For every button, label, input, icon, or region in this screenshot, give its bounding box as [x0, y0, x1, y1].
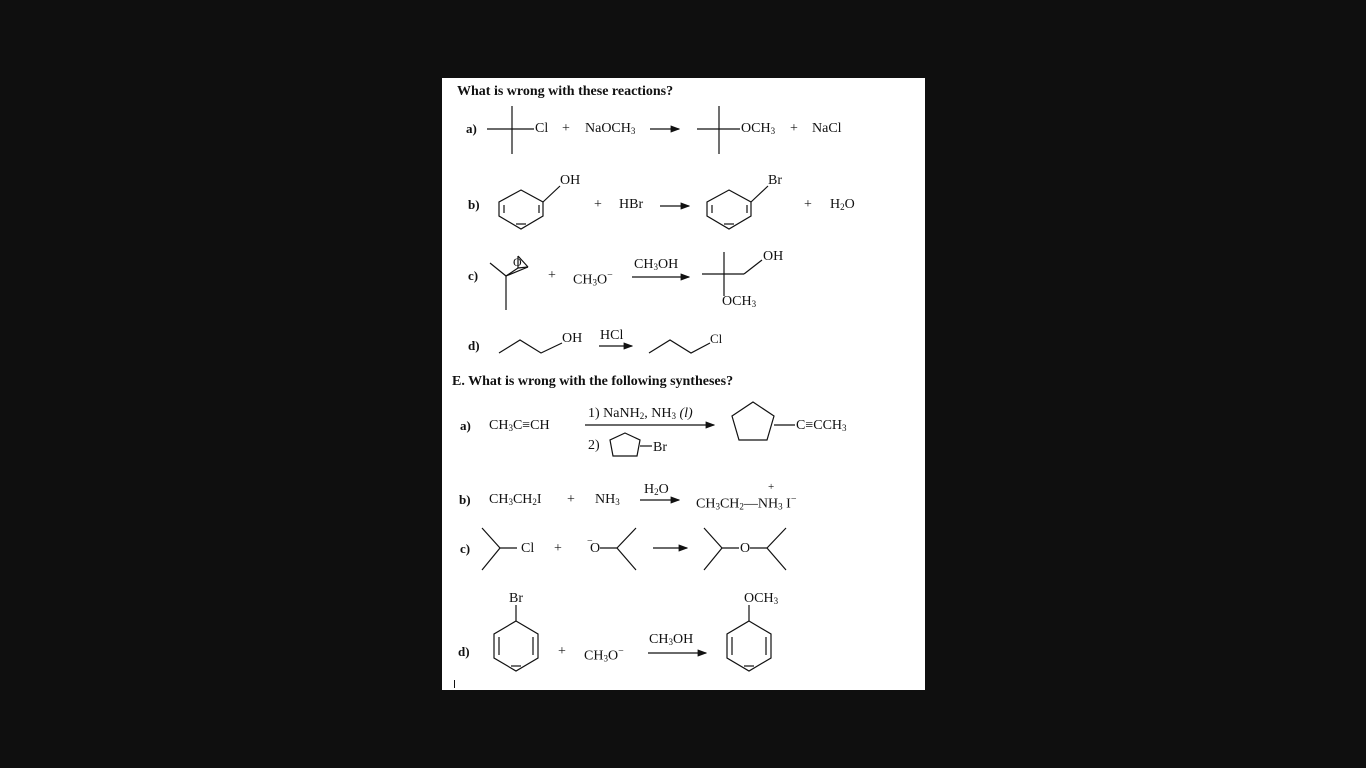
bromine-text: Br [653, 440, 667, 455]
label-e-a: a) [460, 418, 471, 433]
bromine-text: Br [509, 591, 523, 606]
product-ether-text: $OCH_3$ [741, 121, 776, 136]
question-heading: What is wrong with these reactions? [457, 84, 674, 99]
negative-charge: − [587, 536, 593, 547]
ammonium-product-text: $CH_3CH_2—NH_3$ I− [696, 494, 797, 512]
document-page [442, 78, 925, 690]
section-e-heading: E. What is wrong with the following syntheses? [452, 374, 734, 389]
bromine-text: Br [768, 173, 782, 188]
plus-sign: + [548, 268, 556, 283]
tert-butyl-methyl-ether-structure [697, 106, 740, 154]
methoxy-text: $OCH_3$ [744, 591, 779, 606]
label-e-d: d) [458, 644, 470, 659]
reagent-text: NaOCH$_3$ [585, 121, 636, 136]
methoxy-text: $OCH_3$ [722, 294, 757, 309]
label-c: c) [468, 268, 479, 283]
plus-sign: + [594, 197, 602, 212]
positive-charge: + [768, 481, 775, 493]
solvent-text: $H_2O$ [644, 482, 669, 497]
plus-sign: + [790, 121, 798, 136]
label-b: b) [468, 197, 480, 212]
plus-sign: + [554, 541, 562, 556]
epoxide-structure [490, 256, 528, 310]
epoxide-oxygen-text: O [513, 255, 522, 269]
solvent-text: $CH_3OH$ [649, 632, 694, 647]
plus-sign: + [558, 644, 566, 659]
label-a: a) [466, 121, 477, 136]
chloride-text: Cl [535, 121, 549, 136]
label-e-b: b) [459, 492, 471, 507]
chlorine-text: Cl [521, 541, 535, 556]
water-text: $H_2O$ [830, 197, 855, 212]
hydroxyl-text: OH [763, 249, 784, 264]
cyclopentyl-propyne-structure [732, 402, 795, 440]
methoxide-text: $CH_3O^-$ [573, 270, 613, 288]
alkoxide-oxygen-text: O [590, 541, 601, 556]
product-alkyne-text: $C\equiv CCH_3$ [796, 418, 847, 433]
benzyl-bromide-structure [707, 186, 768, 229]
plus-sign: + [567, 492, 575, 507]
methoxy-alcohol-structure [702, 252, 762, 296]
reagent-text: HCl [600, 328, 624, 343]
propanol-structure [499, 340, 562, 353]
hydroxyl-text: OH [562, 331, 583, 346]
ethyl-iodide-text: $CH_3CH_2I$ [489, 492, 542, 507]
anisole-structure [727, 605, 771, 671]
chloropropane-structure [649, 340, 710, 353]
step-1-text: 1) NaNH$_2$, $NH_3$ (l) [588, 406, 693, 421]
text-cursor [454, 680, 455, 688]
plus-sign: + [562, 121, 570, 136]
plus-sign: + [804, 197, 812, 212]
chlorine-text: Cl [710, 331, 723, 346]
label-d: d) [468, 338, 480, 353]
solvent-text: $CH_3OH$ [634, 257, 679, 272]
tert-butyl-chloride-structure [487, 106, 534, 154]
propyne-text: $CH_3C\equiv CH$ [489, 418, 550, 433]
cyclopentyl-bromide-structure [610, 433, 652, 456]
byproduct-text: NaCl [812, 121, 842, 136]
tert-butyl-chloride-skeleton [482, 528, 517, 570]
step-2-text: 2) [588, 438, 600, 453]
ammonia-text: $NH_3$ [595, 492, 620, 507]
methoxide-text: $CH_3O^-$ [584, 646, 624, 664]
benzyl-alcohol-structure [499, 186, 560, 229]
ether-oxygen-text: O [740, 541, 751, 556]
bromobenzene-structure [494, 605, 538, 671]
label-e-c: c) [460, 541, 471, 556]
hydroxyl-text: OH [560, 173, 581, 188]
reagent-text: HBr [619, 197, 644, 212]
isopropoxide-skeleton [600, 528, 636, 570]
